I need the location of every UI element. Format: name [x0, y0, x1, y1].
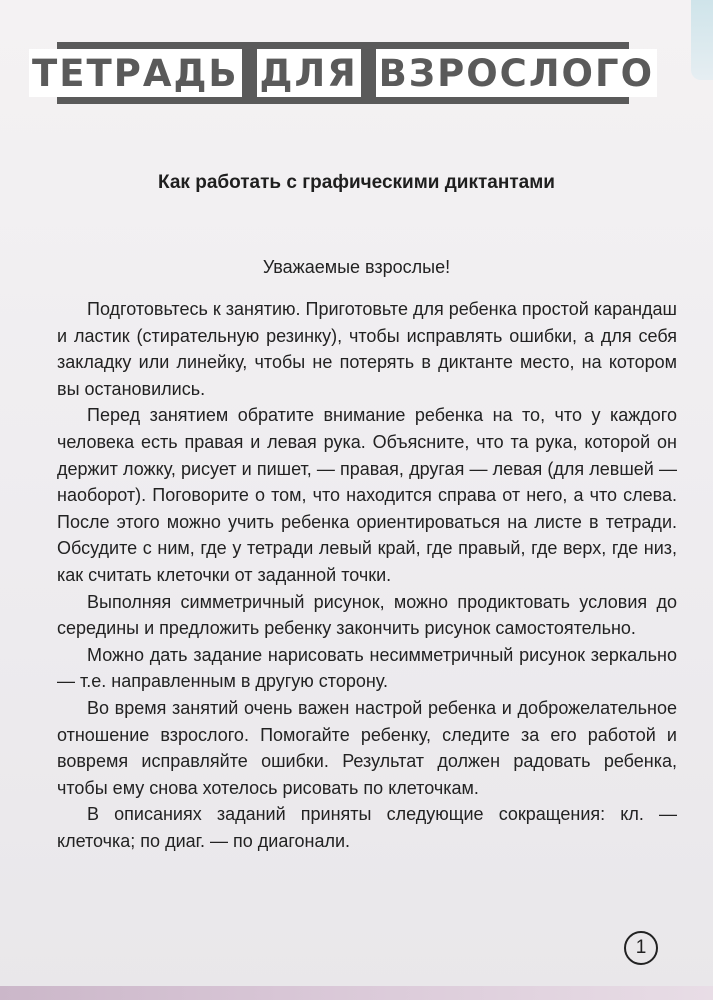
paragraph: Перед занятием обратите внимание ребенка на то, что у каждого человека есть правая и левая рука. Объясните, что та рука, которой он держит ложку, рисует и пишет, — правая, другая — левая (для левшей — наоборот). Поговорите о том, что находится справа от него, а что слева. После этого можно учить ребенка ориентироваться на листе в тетради. Обсудите с ним, где у тетради левый край, где правый, где верх, где низ, как считать клеточки от заданной точки. [57, 405, 677, 585]
paragraph: Выполняя симметричный рисунок, можно продиктовать условия до середины и предложить ребенку закончить рисунок самостоятельно. [57, 591, 677, 639]
banner-word: ТЕТРАДЬ [29, 49, 242, 97]
paragraph: В описаниях заданий приняты следующие сокращения: кл. — клеточка; по диаг. — по диагонали. [57, 804, 677, 851]
title-banner [31, 42, 655, 104]
table-surface [0, 986, 713, 1000]
banner-word: ДЛЯ [257, 49, 361, 97]
greeting: Уважаемые взрослые! [262, 257, 451, 277]
section-heading: Как работать с графическими диктантами [158, 172, 555, 193]
paragraph: Подготовьтесь к занятию. Приготовьте для ребенка простой карандаш и ластик (стирательную резинку), чтобы исправлять ошибки, а для себя закладку или линейку, чтобы не потерять в диктанте место, на котором вы остановились. [57, 299, 677, 399]
banner-title [31, 42, 655, 104]
background-object [691, 0, 713, 80]
page-number: 1 [624, 931, 658, 965]
paragraph: Во время занятий очень важен настрой ребенка и доброжелательное отношение взрослого. Помогайте ребенку, следите за его работой и вовремя исправляйте ошибки. Результат должен радовать ребенка, чтобы ему снова хотелось рисовать по клеточкам. [57, 697, 677, 798]
banner-word: ВЗРОСЛОГО [376, 49, 657, 97]
paragraph: Можно дать задание нарисовать несимметричный рисунок зеркально — т.е. направленным в другую сторону. [57, 644, 677, 692]
body-text [57, 296, 677, 854]
